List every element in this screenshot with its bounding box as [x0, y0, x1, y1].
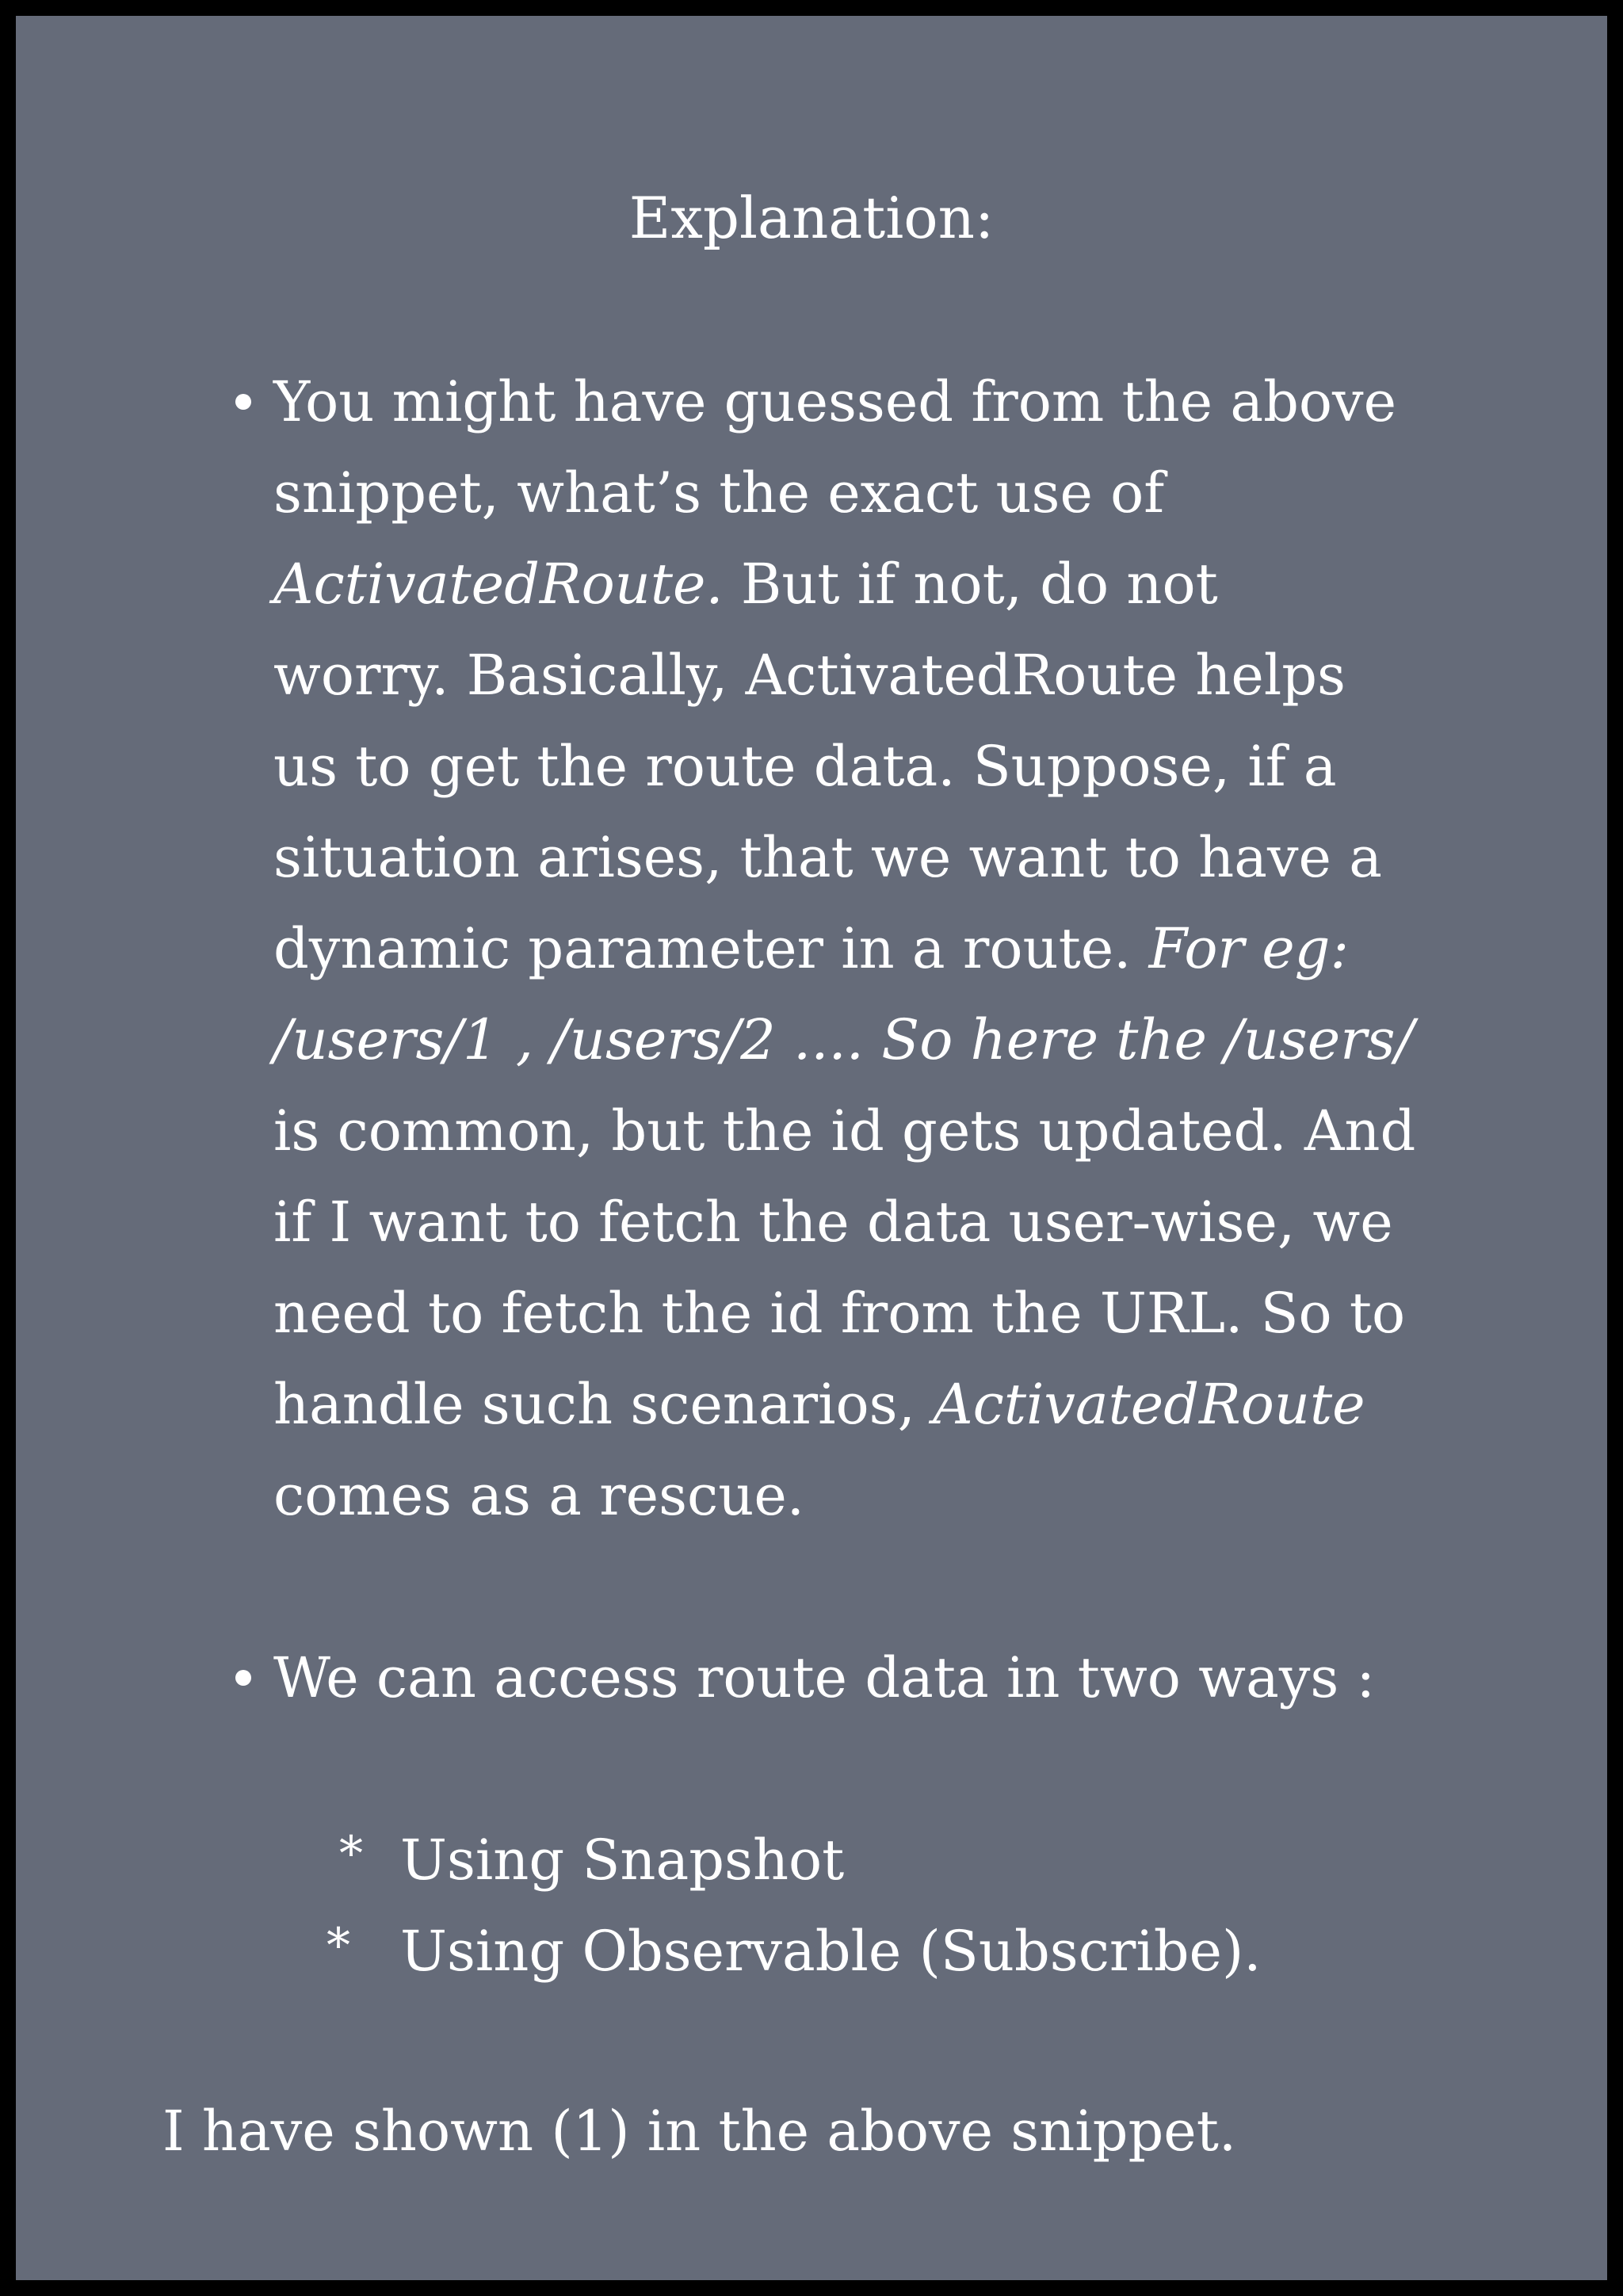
- asterisk-marker: *: [327, 1918, 350, 1973]
- bullet-item-access-ways: [273, 1633, 1510, 1724]
- line-text: handle such scenarios,: [273, 1372, 934, 1437]
- explanation-card: [16, 16, 1607, 2280]
- bullet-item-activated-route: [273, 357, 1510, 1541]
- paragraph-line: [273, 1359, 1510, 1450]
- bullet-dot-icon: [235, 1670, 251, 1686]
- sub-item-snapshot: Using Snapshot: [400, 1828, 845, 1893]
- paragraph-line-italic: /users/1 , /users/2 .... So here the /users/: [273, 1007, 1415, 1072]
- paragraph-line: worry. Basically, ActivatedRoute helps: [273, 643, 1346, 708]
- italic-term: ActivatedRoute: [933, 1372, 1365, 1437]
- paragraph-line: need to fetch the id from the URL. So to: [273, 1281, 1406, 1346]
- paragraph-line: [273, 539, 1510, 630]
- footer-note: I have shown (1) in the above snippet.: [162, 2099, 1237, 2164]
- paragraph-line: if I want to fetch the data user-wise, we: [273, 1190, 1393, 1255]
- line-text: dynamic parameter in a route.: [273, 916, 1149, 981]
- line-text: But if not, do not: [723, 552, 1218, 617]
- sub-item-observable: Using Observable (Subscribe).: [400, 1919, 1262, 1984]
- paragraph-line: is common, but the id gets updated. And: [273, 1098, 1416, 1163]
- asterisk-marker: *: [339, 1826, 363, 1881]
- italic-term: ActivatedRoute.: [273, 552, 724, 617]
- paragraph-line: You might have guessed from the above: [273, 369, 1397, 434]
- paragraph-line: We can access route data in two ways :: [273, 1645, 1376, 1710]
- page-title: Explanation:: [628, 185, 995, 251]
- bullet-dot-icon: [235, 394, 251, 410]
- italic-term: For eg:: [1148, 916, 1350, 981]
- paragraph-line: us to get the route data. Suppose, if a: [273, 734, 1337, 799]
- paragraph-line: situation arises, that we want to have a: [273, 825, 1382, 890]
- paragraph-line: comes as a rescue.: [273, 1463, 804, 1528]
- paragraph-line: [273, 904, 1510, 995]
- paragraph-line: snippet, what’s the exact use of: [273, 460, 1165, 525]
